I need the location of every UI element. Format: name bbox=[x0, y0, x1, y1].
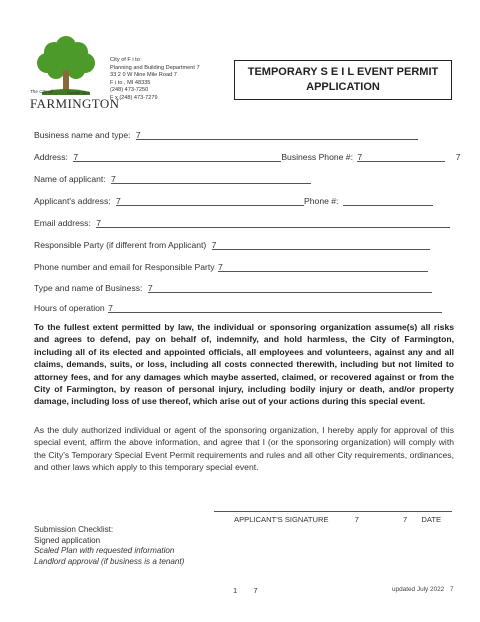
signature-label: APPLICANT'S SIGNATURE bbox=[234, 515, 329, 524]
city-info-line: (248) 473-7250 bbox=[110, 87, 149, 93]
checklist-heading: Submission Checklist: bbox=[34, 525, 114, 534]
hours-field[interactable]: 7 bbox=[108, 303, 442, 313]
affirmation-paragraph: As the duly authorized individual or agent of the sponsoring organization, I hereby apply for approval of this special event, affirm the above information, and agree that I (or the sponsoring organization) will comply with the City's Temporary Special Event Permit requirements and rules and all other City requirements, ordinances, and other laws which apply to this temporary special event. bbox=[34, 425, 454, 473]
hours-row bbox=[34, 303, 442, 313]
responsible-party-label: Responsible Party (if different from Applicant) bbox=[34, 240, 207, 250]
business-type-field[interactable]: 7 bbox=[148, 283, 432, 293]
applicant-name-row bbox=[34, 174, 311, 184]
signature-mark: 7 bbox=[354, 515, 359, 524]
page-mark: 7 bbox=[253, 586, 258, 595]
applicant-address-field[interactable]: 7 bbox=[116, 196, 304, 206]
email-row bbox=[34, 218, 450, 228]
title-line-1: TEMPORARY S E I L EVENT PERMIT bbox=[247, 66, 439, 78]
responsible-party-field[interactable]: 7 bbox=[212, 240, 430, 250]
checklist-item: Signed application bbox=[34, 535, 101, 545]
city-info-line: 33 2 0 W Nine Mile Road 7 bbox=[110, 72, 177, 78]
page-number-value: 1 bbox=[233, 586, 238, 595]
indemnity-paragraph: To the fullest extent permitted by law, the individual or sponsoring organization assume(s) all risks and agrees to defend, pay on behalf of, indemnify, and hold harmless, the City of Farmington, including all of its elected and appointed officials, all employees and volunteers, against any and all claims, demands, suits, or loss, including all costs connected therewith, including but not limited to attorney fees, and for any damages which maybe asserted, claimed, or recovered against or from the City of Farmington, by reason of personal injury, including bodily injury or death, and/or property damage, including loss of use thereof, which arise out of your actions during this special event. bbox=[34, 322, 454, 407]
business-name-row bbox=[34, 130, 418, 140]
business-name-field[interactable]: 7 bbox=[136, 130, 418, 140]
business-phone-field[interactable]: 7 bbox=[357, 152, 445, 162]
city-contact-block bbox=[110, 57, 200, 102]
phone-field[interactable] bbox=[343, 196, 433, 206]
title-line-2: APPLICATION bbox=[306, 81, 380, 93]
updated-note bbox=[392, 586, 454, 593]
logo-founded: Founded 1824 bbox=[67, 91, 89, 95]
phone-label: Phone #: bbox=[304, 196, 339, 206]
logo-name: FARMINGTON bbox=[30, 96, 120, 111]
email-field[interactable]: 7 bbox=[96, 218, 450, 228]
business-phone-label: Business Phone #: bbox=[281, 152, 353, 162]
date-mark: 7 bbox=[403, 515, 408, 524]
signature-labels bbox=[234, 515, 441, 524]
business-type-row bbox=[34, 283, 432, 293]
address-field[interactable]: 7 bbox=[73, 152, 281, 162]
checklist-item: Scaled Plan with requested information bbox=[34, 546, 175, 556]
page-number bbox=[233, 586, 258, 595]
business-type-label: Type and name of Business: bbox=[34, 283, 143, 293]
signature-line[interactable] bbox=[214, 511, 452, 512]
city-info-line: Planning and Building Department 7 bbox=[110, 64, 200, 71]
hours-label: Hours of operation bbox=[34, 303, 105, 313]
city-info-line: F x (248) 473-7279 bbox=[110, 94, 158, 101]
updated-text: updated July 2022 bbox=[392, 586, 445, 593]
business-name-label: Business name and type: bbox=[34, 130, 131, 140]
checklist-item: Landlord approval (if business is a tenant) bbox=[34, 556, 185, 566]
responsible-contact-field[interactable]: 7 bbox=[218, 262, 428, 272]
email-label: Email address: bbox=[34, 218, 91, 228]
city-info-line: City of F i to bbox=[110, 57, 140, 63]
responsible-contact-label: Phone number and email for Responsible Party bbox=[34, 262, 215, 272]
address-row bbox=[34, 152, 461, 162]
responsible-contact-row bbox=[34, 262, 428, 272]
date-label: DATE bbox=[421, 515, 442, 524]
city-logo bbox=[30, 34, 120, 112]
applicant-address-row bbox=[34, 196, 433, 206]
applicant-name-label: Name of applicant: bbox=[34, 174, 106, 184]
updated-mark: 7 bbox=[450, 586, 454, 593]
phone-mark: 7 bbox=[455, 152, 461, 162]
logo-city-of: The City of bbox=[30, 89, 53, 94]
responsible-party-row bbox=[34, 240, 430, 250]
city-info-line: F i to , MI 48335 bbox=[110, 79, 151, 86]
applicant-address-label: Applicant's address: bbox=[34, 196, 111, 206]
applicant-name-field[interactable]: 7 bbox=[111, 174, 311, 184]
submission-checklist bbox=[34, 525, 184, 567]
address-label: Address: bbox=[34, 152, 68, 162]
page-title bbox=[234, 60, 452, 100]
